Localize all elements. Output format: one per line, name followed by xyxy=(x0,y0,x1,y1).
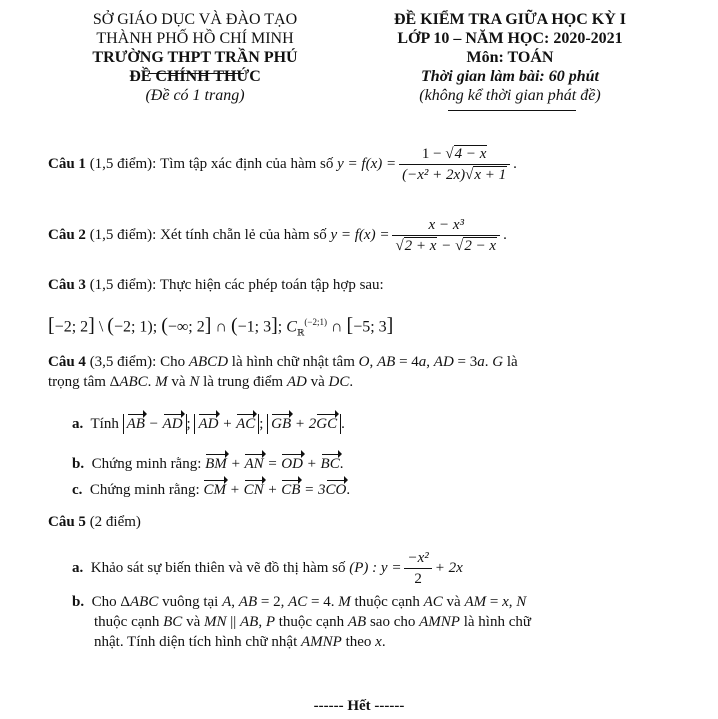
q5-b-line2c: thuộc cạnh xyxy=(278,614,345,630)
question-1: Câu 1 (1,5 điểm): Tìm tập xác định của hàm số y = f(x) = $\frac{1 - √4 - x}{\text{(−x² + 2x)√x + 1}}$ . xyxy=(48,145,517,183)
q4-b-text: Chứng minh rằng: xyxy=(91,456,202,472)
header-left-rule xyxy=(148,73,244,74)
question-4: Câu 4 (3,5 điểm): Cho ABCD là hình chữ nhật tâm O, AB = 4a, AD = 3a. G là trọng tâm ΔABC. M và N là trung điểm AD và DC. xyxy=(48,354,518,390)
city-name: THÀNH PHỐ HỒ CHÍ MINH xyxy=(96,30,294,47)
q5-b-line2e: là hình chữ xyxy=(463,614,531,630)
question-2: Câu 2 (1,5 điểm): Xét tính chẵn lẻ của hàm số y = f(x) = $\frac{\text{x − x³}}{√2 + x - √2 - x}$ . xyxy=(48,216,507,254)
question-5 xyxy=(48,512,688,532)
q5-part-b: b. Cho ΔABC vuông tại A, AB = 2, AC = 4. M thuộc cạnh AC và AM = x, N thuộc cạnh BC và MN || AB, P thuộc cạnh AB sao cho AMNP là hình chữ nhật. Tính diện tích hình chữ nhật AMNP theo x. xyxy=(72,594,531,650)
q5-b-line2a: thuộc cạnh xyxy=(94,614,160,630)
q1-function: y = f(x) = xyxy=(337,156,397,172)
q4-line2c: là trung điểm xyxy=(203,374,284,390)
q1-label: Câu 1 xyxy=(48,156,86,172)
q4-part-a: a. Tính AB − AD ; AD + AC ; GB + 2GC . xyxy=(72,416,345,432)
question-3 xyxy=(48,275,688,295)
q3-points: (1,5 điểm): xyxy=(89,277,157,293)
header-right xyxy=(370,10,650,105)
q5-b-line1c: thuộc cạnh xyxy=(354,594,420,610)
q4-text-3: là xyxy=(506,354,518,370)
q3-label: Câu 3 xyxy=(48,277,86,293)
q4-line2b: và xyxy=(171,374,186,390)
q5-b-line2b: và xyxy=(186,614,201,630)
q4-label: Câu 4 xyxy=(48,354,86,370)
q4-c-label: c. xyxy=(72,482,83,498)
exam-title: ĐỀ KIỂM TRA GIỮA HỌC KỲ I xyxy=(393,11,627,28)
school-name: TRƯỜNG THPT TRẦN PHÚ xyxy=(92,49,298,66)
q3-text: Thực hiện các phép toán tập hợp sau: xyxy=(159,277,384,293)
q5-b-label: b. xyxy=(72,594,85,610)
q4-text-1: Cho xyxy=(160,354,186,370)
q5-a-label: a. xyxy=(72,560,84,576)
q2-label: Câu 2 xyxy=(48,227,86,243)
official-label: ĐỀ CHÍNH THỨC xyxy=(129,68,261,85)
q5-part-a: a. Khảo sát sự biến thiên và vẽ đồ thị hàm số (P) : y = $\frac{\text{−x²}}{2}$ + 2x xyxy=(72,549,463,587)
q4-a-text: Tính xyxy=(90,416,119,432)
q2-text: Xét tính chẵn lẻ của hàm số xyxy=(160,227,327,243)
q5-fraction: $\frac{\text{−x²}}{2}$ xyxy=(404,548,431,589)
q4-b-label: b. xyxy=(72,456,85,472)
q5-a-text: Khảo sát sự biến thiên và vẽ đồ thị hàm số xyxy=(90,560,346,576)
q4-part-c: c. Chứng minh rằng: CM + CN + CB = 3CO. xyxy=(72,482,351,498)
q2-points: (1,5 điểm): xyxy=(89,227,157,243)
q2-function: y = f(x) = xyxy=(330,227,390,243)
q4-part-b: b. Chứng minh rằng: BM + AN = OD + BC. xyxy=(72,456,344,472)
q4-line2a: trọng tâm xyxy=(48,374,106,390)
exam-duration: Thời gian làm bài: 60 phút xyxy=(421,68,599,85)
q1-points: (1,5 điểm): xyxy=(89,156,157,172)
q4-a-label: a. xyxy=(72,416,84,432)
department-name: SỞ GIÁO DỤC VÀ ĐÀO TẠO xyxy=(92,11,298,28)
q1-text: Tìm tập xác định của hàm số xyxy=(160,156,334,172)
q5-b-line2d: sao cho xyxy=(369,614,416,630)
footer-end: ------ Hết ------ xyxy=(313,698,405,714)
q4-line2d: và xyxy=(310,374,325,390)
page-count: (Đề có 1 trang) xyxy=(145,87,245,104)
q4-points: (3,5 điểm): xyxy=(89,354,157,370)
q5-b-line1d: và xyxy=(446,594,461,610)
q5-b-line3a: nhật. Tính diện tích hình chữ nhật xyxy=(94,634,298,650)
exam-grade-year: LỚP 10 – NĂM HỌC: 2020-2021 xyxy=(397,30,623,47)
q2-fraction: $\frac{\text{x − x³}}{√2 + x - √2 - x}$ xyxy=(392,215,500,256)
q5-b-line1b: vuông tại xyxy=(162,594,219,610)
q5-b-line1a: Cho xyxy=(91,594,117,610)
exam-subject: Môn: TOÁN xyxy=(466,49,554,66)
header-left xyxy=(70,10,320,105)
exam-duration-note: (không kể thời gian phát đề) xyxy=(419,87,601,104)
q5-b-line3b: theo xyxy=(345,634,372,650)
q4-c-text: Chứng minh rằng: xyxy=(89,482,200,498)
q3-expression: [−2; 2] \ (−2; 1); (−∞; 2] ∩ (−1; 3]; $C_ℝ^{(-2;1)}$ ∩ [−5; 3] xyxy=(48,314,394,338)
q4-text-2: là hình chữ nhật tâm xyxy=(231,354,355,370)
header-right-rule xyxy=(448,110,576,111)
q5-label: Câu 5 xyxy=(48,514,86,530)
q5-points: (2 điểm) xyxy=(89,514,141,530)
q1-fraction: $\frac{1 - √4 - x}{\text{(−x² + 2x)√x + 1}}$ xyxy=(399,144,510,185)
